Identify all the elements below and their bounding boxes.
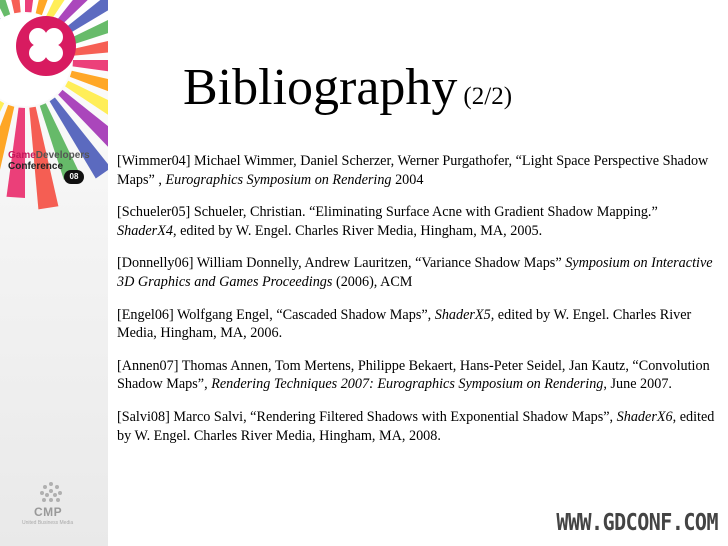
gdc-flower-logo-icon [14, 14, 78, 78]
branding-sidebar [0, 0, 108, 546]
reference-donnelly06: [Donnelly06] William Donnelly, Andrew Lauritzen, “Variance Shadow Maps” Symposium on Interactive 3D Graphics and Games Proceedings (2006), ACM [117, 255, 713, 290]
cmp-subtitle: United Business Media [22, 520, 74, 526]
reference-wimmer04: [Wimmer04] Michael Wimmer, Daniel Scherzer, Werner Purgathofer, “Light Space Perspective Shadow Maps” , Eurographics Symposium on Rendering 2004 [117, 153, 709, 188]
conference-url: WWW.GDCONF.COM [556, 508, 718, 536]
gdc-year-badge: 08 [64, 170, 84, 184]
slide-title-main: Bibliography [183, 59, 458, 116]
reference-salvi08: [Salvi08] Marco Salvi, “Rendering Filtered Shadows with Exponential Shadow Maps”, ShaderX6, edited by W. Engel. Charles River Media, Hingham, MA, 2008. [117, 408, 715, 444]
reference-annen07: [Annen07] Thomas Annen, Tom Mertens, Philippe Bekaert, Hans-Peter Seidel, Jan Kautz, “Convolution Shadow Maps”, Rendering Techniques 2007: Eurographics Symposium on Rendering, June 2007. [117, 357, 710, 393]
reference-schueler05: [Schueler05] Schueler, Christian. “Eliminating Surface Acne with Gradient Shadow Mapping.” ShaderX4, edited by W. Engel. Charles River Media, Hingham, MA, 2005. [117, 204, 658, 239]
gdc-logo-text: GameDevelopers Conference [8, 150, 90, 172]
cmp-logo-text: CMP [34, 505, 63, 519]
slide-title-part: (2/2) [463, 83, 513, 110]
burst-ray [0, 0, 10, 17]
reference-list [117, 152, 717, 459]
slide-title [183, 58, 512, 117]
reference-engel06: [Engel06] Wolfgang Engel, “Cascaded Shadow Maps”, ShaderX5, edited by W. Engel. Charles River Media, Hingham, MA, 2006. [117, 306, 692, 342]
cmp-logo-icon [38, 480, 64, 504]
